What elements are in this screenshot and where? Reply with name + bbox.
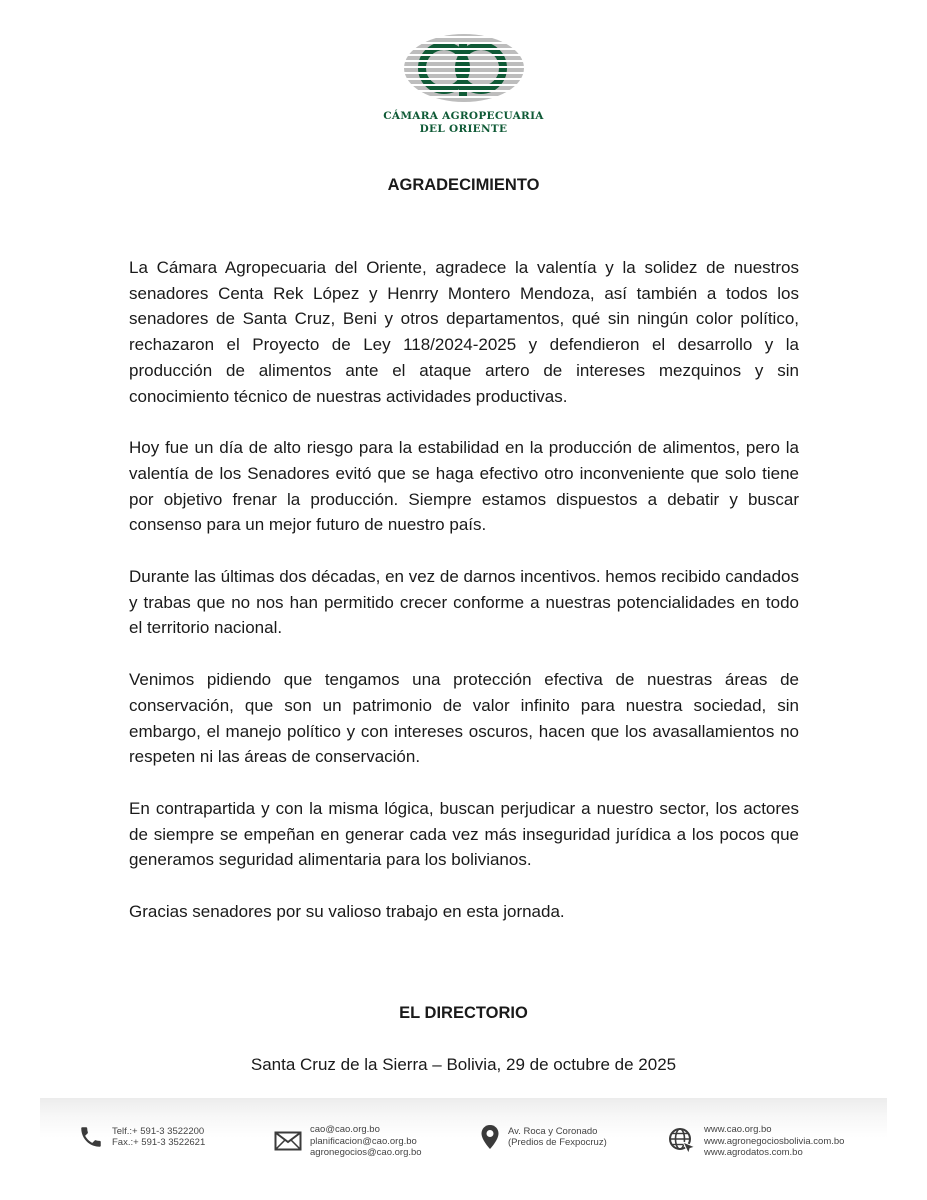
fax-number: Fax.:+ 591-3 3522621 [112,1137,206,1148]
cao-logo-mark [399,32,529,104]
footer-phone [78,1124,205,1150]
paragraph: Venimos pidiendo que tengamos una protección efectiva de nuestras áreas de conservación, que son un patrimonio de valor infinito para nuestra sociedad, sin embargo, el manejo político y con intereses oscuros, hacen que los avasallamientos no respeten ni las áreas de conservación. [129,670,799,767]
paragraph: La Cámara Agropecuaria del Oriente, agradece la valentía y la solidez de nuestros senadores Centa Rek López y Henrry Montero Mendoza, así también a todos los senadores de Santa Cruz, Beni y otros departamentos, qué sin ningún color político, rechazaron el Proyecto de Ley 118/2024-2025 y defendieron el desarrollo y la producción de alimentos ante el ataque artero de intereses mezquinos y sin conocimiento técnico de nuestras actividades productivas. [129,258,799,406]
address-line: (Predios de Fexpocruz) [508,1137,607,1148]
logo [0,32,927,136]
email-text [310,1124,422,1159]
document-title: AGRADECIMIENTO [387,176,540,194]
phone-icon [78,1124,104,1150]
website-link[interactable]: www.agronegociosbolivia.com.bo [704,1135,845,1147]
website-link[interactable]: www.cao.org.bo [704,1124,772,1135]
place-date: Santa Cruz de la Sierra – Bolivia, 29 de octubre de 2025 [250,1055,677,1074]
signature: EL DIRECTORIO [399,1004,528,1022]
document-body [129,255,799,951]
paragraph: En contrapartida y con la misma lógica, buscan perjudicar a nuestro sector, los actores de siempre se empeñan en generar cada vez más inseguridad jurídica a los pocos que generamos seguridad alimentaria para los bolivianos. [129,798,799,870]
footer [0,1124,927,1164]
footer-address [480,1124,607,1150]
paragraph: Hoy fue un día de alto riesgo para la estabilidad en la producción de alimentos, pero la valentía de los Senadores evitó que se haga efectivo otro inconveniente que solo tiene por objetivo frenar la producción. Siempre estamos dispuestos a debatir y buscar consenso para un mejor futuro de nuestro país. [129,438,799,535]
footer-web [668,1124,844,1159]
address-line: Av. Roca y Coronado [508,1125,598,1137]
email-link[interactable]: agronegocios@cao.org.bo [310,1147,422,1158]
paragraph: Durante las últimas dos décadas, en vez de darnos incentivos. hemos recibido candados y trabas que no nos han permitido crecer conforme a nuestras potencialidades en todo el territorio nacional. [129,567,799,638]
org-name-line-1: CÁMARA AGROPECUARIA [383,110,544,122]
location-pin-icon [480,1124,500,1150]
org-name [383,110,544,136]
globe-cursor-icon [668,1127,696,1155]
footer-email [274,1124,422,1159]
paragraph: Gracias senadores por su valioso trabajo en esta jornada. [129,902,565,922]
address-text [508,1126,607,1149]
website-link[interactable]: www.agrodatos.com.bo [704,1147,803,1158]
website-text [704,1124,844,1159]
email-link[interactable]: planificacion@cao.org.bo [310,1135,417,1147]
org-name-line-2: DEL ORIENTE [419,123,508,135]
phone-number[interactable]: Telf.:+ 591-3 3522200 [112,1125,205,1137]
envelope-icon [274,1131,302,1151]
email-link[interactable]: cao@cao.org.bo [310,1124,380,1135]
phone-text [112,1126,205,1149]
